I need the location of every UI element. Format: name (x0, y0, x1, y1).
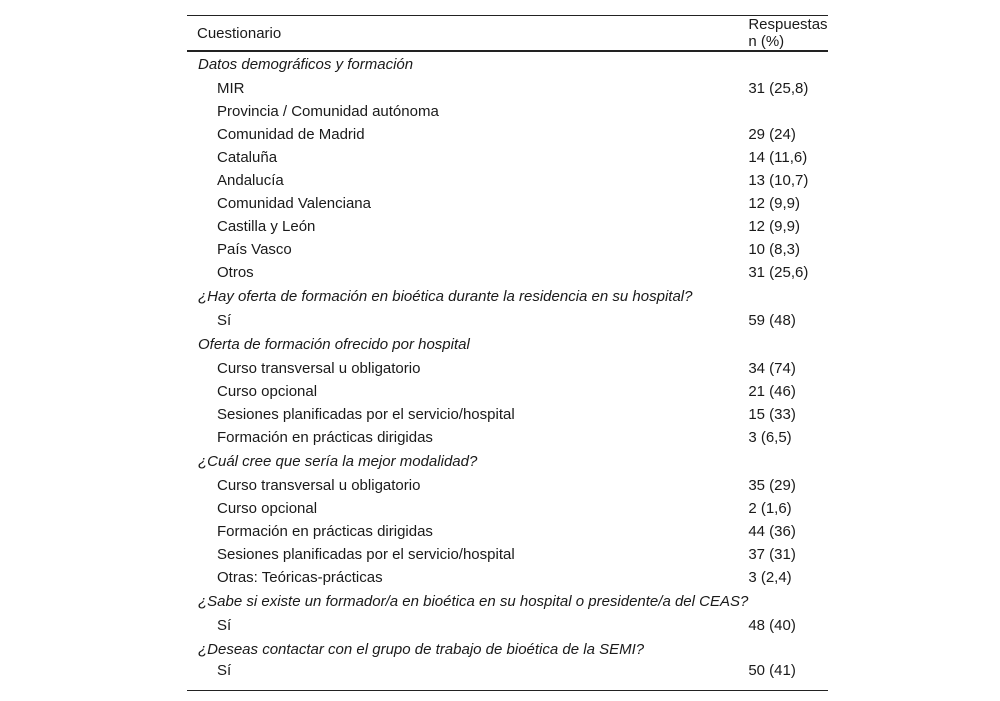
section-label: ¿Hay oferta de formación en bioética durante la residencia en su hospital? (198, 288, 693, 305)
table-row (187, 380, 828, 403)
table-row (187, 215, 828, 238)
table-row (187, 146, 828, 169)
row-value: 37 (31) (748, 546, 796, 563)
row-value: 21 (46) (748, 383, 796, 400)
row-label: Otros (217, 264, 254, 281)
row-value: 31 (25,8) (748, 80, 809, 97)
row-label: Cataluña (217, 149, 278, 166)
row-value: 44 (36) (748, 523, 796, 540)
table-row (187, 261, 828, 284)
table-row (187, 357, 828, 380)
row-value: 48 (40) (748, 617, 796, 634)
row-value: 10 (8,3) (748, 241, 801, 258)
row-value: 3 (2,4) (748, 569, 792, 586)
row-value (748, 449, 827, 474)
row-label: País Vasco (217, 241, 292, 258)
table-row (187, 614, 828, 637)
section-row (187, 284, 828, 309)
row-label: Formación en prácticas dirigidas (217, 523, 433, 540)
row-label: Comunidad Valenciana (217, 195, 371, 212)
table-row (187, 474, 828, 497)
row-label: Curso opcional (217, 383, 318, 400)
row-label: Sí (217, 617, 232, 634)
row-label: Sesiones planificadas por el servicio/hospital (217, 546, 515, 563)
table-row (187, 100, 828, 123)
table-row (187, 192, 828, 215)
table-row (187, 169, 828, 192)
table-row (187, 426, 828, 449)
row-value: 59 (48) (748, 312, 796, 329)
row-value (748, 51, 827, 77)
row-value: 3 (6,5) (748, 429, 792, 446)
row-label: MIR (217, 80, 245, 97)
row-label: Sesiones planificadas por el servicio/hospital (217, 406, 515, 423)
row-value: 15 (33) (748, 406, 796, 423)
row-value: 31 (25,6) (748, 264, 809, 281)
row-value (748, 637, 827, 662)
row-label: Sí (217, 312, 232, 329)
row-label: Curso transversal u obligatorio (217, 477, 421, 494)
row-label: Comunidad de Madrid (217, 126, 365, 143)
survey-table (187, 15, 828, 691)
table-row (187, 403, 828, 426)
section-label: ¿Sabe si existe un formador/a en bioética en su hospital o presidente/a del CEAS? (198, 593, 749, 610)
table-row (187, 309, 828, 332)
section-row (187, 332, 828, 357)
row-value: 12 (9,9) (748, 218, 801, 235)
row-value: 34 (74) (748, 360, 796, 377)
row-label: Andalucía (217, 172, 284, 189)
section-row (187, 589, 828, 614)
header-row (187, 16, 828, 52)
row-label: Sí (217, 662, 232, 679)
row-label: Otras: Teóricas-prácticas (217, 569, 383, 586)
section-row (187, 637, 828, 662)
table-header (187, 16, 828, 52)
section-label: ¿Deseas contactar con el grupo de trabajo de bioética de la SEMI? (198, 641, 645, 658)
header-responses: Respuestas n (%) (748, 16, 828, 50)
table-row (187, 77, 828, 100)
table-row (187, 662, 828, 691)
row-label: Castilla y León (217, 218, 316, 235)
row-value (748, 589, 827, 614)
section-label: Oferta de formación ofrecido por hospital (198, 336, 470, 353)
table-row (187, 566, 828, 589)
row-value (748, 284, 827, 309)
survey-table-container (187, 15, 828, 691)
header-questionnaire: Cuestionario (197, 24, 282, 42)
row-value: 12 (9,9) (748, 195, 801, 212)
table-body (187, 51, 828, 691)
section-label: Datos demográficos y formación (198, 56, 414, 73)
row-label: Provincia / Comunidad autónoma (217, 103, 439, 120)
table-row (187, 238, 828, 261)
row-value: 14 (11,6) (748, 149, 808, 166)
section-label: ¿Cuál cree que sería la mejor modalidad? (198, 453, 478, 470)
row-value: 29 (24) (748, 126, 796, 143)
row-value: 2 (1,6) (748, 500, 792, 517)
row-label: Curso transversal u obligatorio (217, 360, 421, 377)
row-value: 35 (29) (748, 477, 796, 494)
row-value (748, 100, 827, 123)
table-row (187, 497, 828, 520)
section-row (187, 449, 828, 474)
section-row (187, 51, 828, 77)
row-value: 13 (10,7) (748, 172, 809, 189)
row-label: Curso opcional (217, 500, 318, 517)
row-value: 50 (41) (748, 662, 796, 679)
row-value (748, 332, 827, 357)
table-row (187, 543, 828, 566)
table-row (187, 520, 828, 543)
table-row (187, 123, 828, 146)
row-label: Formación en prácticas dirigidas (217, 429, 433, 446)
